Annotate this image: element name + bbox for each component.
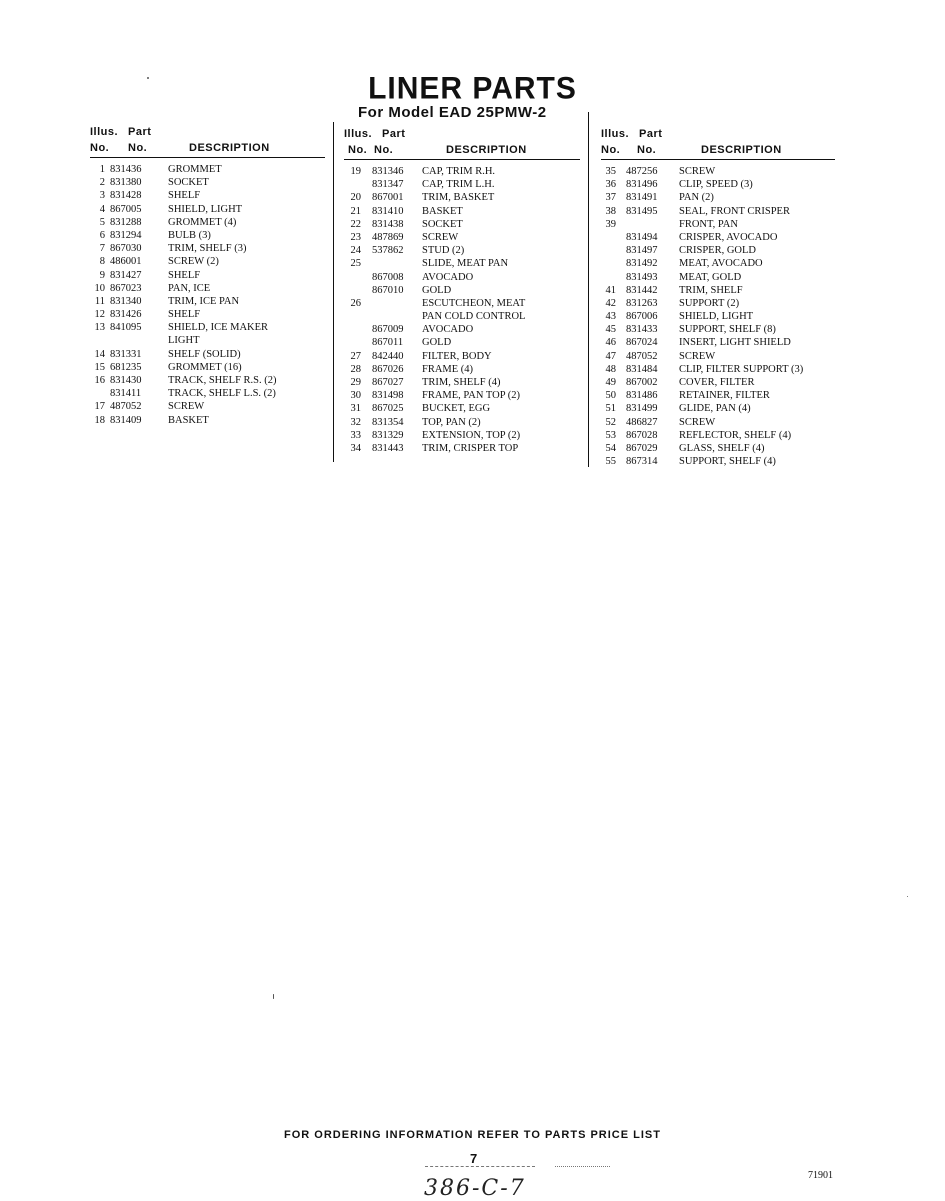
- part-description: SEAL, FRONT CRISPER: [679, 205, 790, 217]
- illus-number: 20: [350, 192, 361, 204]
- part-number: 867024: [626, 337, 658, 349]
- header-rule: [601, 159, 835, 160]
- illus-number: 10: [94, 282, 105, 294]
- part-number: 831491: [626, 192, 658, 204]
- part-description: REFLECTOR, SHELF (4): [679, 429, 792, 441]
- part-description: MEAT, GOLD: [679, 271, 742, 283]
- description-header: DESCRIPTION: [446, 144, 527, 156]
- illus-number: 8: [99, 256, 105, 268]
- part-row: [344, 336, 580, 349]
- part-number: 867002: [626, 377, 658, 388]
- illus-header: Illus.: [90, 126, 119, 138]
- illus-number: 42: [605, 297, 616, 309]
- part-description: SCREW: [679, 350, 716, 362]
- part-description: ESCUTCHEON, MEAT: [422, 297, 526, 309]
- part-row: [344, 244, 580, 257]
- illus-number: 43: [605, 311, 616, 323]
- part-row: [601, 244, 835, 257]
- part-description: PAN, ICE: [168, 282, 211, 294]
- part-description: SLIDE, MEAT PAN: [422, 258, 509, 270]
- illus-number: 16: [94, 375, 105, 386]
- part-row: [90, 269, 325, 282]
- illus-number: 53: [605, 429, 616, 441]
- parts-list: [601, 165, 835, 468]
- part-row: [601, 178, 835, 191]
- parts-column-3: [601, 124, 835, 468]
- part-description: SUPPORT, SHELF (8): [679, 324, 776, 336]
- column-divider: [588, 112, 589, 467]
- part-row: [344, 363, 580, 376]
- part-row: [344, 271, 580, 284]
- part-number: 831495: [626, 205, 658, 217]
- illus-number: 33: [350, 429, 361, 441]
- illus-number: 38: [605, 205, 616, 217]
- part-number: 831428: [110, 190, 142, 202]
- part-number: 867030: [110, 243, 142, 255]
- illus-number: 28: [350, 363, 361, 375]
- part-row: [344, 257, 580, 270]
- part-row: [90, 163, 325, 176]
- part-description: PAN COLD CONTROL: [422, 311, 526, 323]
- part-row: [344, 323, 580, 336]
- part-number: 831354: [372, 416, 404, 428]
- part-description: FRAME (4): [422, 363, 474, 375]
- illus-number: 2: [99, 177, 105, 189]
- illus-number: 47: [605, 350, 616, 362]
- part-number: 487052: [110, 401, 142, 413]
- page-title: LINER PARTS: [368, 71, 577, 106]
- column-divider: [333, 122, 334, 462]
- illus-number: 46: [605, 337, 616, 349]
- part-row: [344, 191, 580, 204]
- part-number: 867005: [110, 203, 142, 215]
- parts-list: [344, 165, 580, 455]
- parts-list: [90, 163, 325, 427]
- part-description: TRIM, SHELF: [679, 284, 743, 296]
- part-description: CRISPER, AVOCADO: [679, 231, 778, 243]
- illus-no-header: No.: [601, 144, 621, 156]
- illus-number: 34: [350, 442, 361, 454]
- part-row: [90, 176, 325, 189]
- header-rule: [344, 159, 580, 160]
- part-number: 487869: [372, 231, 404, 243]
- description-header: DESCRIPTION: [189, 142, 270, 154]
- illus-number: 31: [350, 403, 361, 415]
- part-description: TRACK, SHELF L.S. (2): [168, 388, 276, 400]
- part-number: 831410: [372, 205, 404, 217]
- part-description: BASKET: [168, 414, 209, 426]
- illus-number: 14: [94, 348, 105, 360]
- part-row: [344, 416, 580, 429]
- part-number: 537862: [372, 245, 404, 257]
- part-description: RETAINER, FILTER: [679, 390, 770, 402]
- illus-no-header: No.: [90, 142, 110, 154]
- illus-number: 39: [605, 218, 616, 230]
- part-number: 831346: [372, 166, 404, 177]
- illus-number: 15: [94, 361, 105, 373]
- part-number: 831427: [110, 269, 142, 281]
- part-row: [601, 191, 835, 204]
- page-number-rule: [425, 1166, 535, 1167]
- part-description: FILTER, BODY: [422, 350, 492, 362]
- part-description: SCREW: [168, 401, 205, 413]
- illus-number: 32: [350, 416, 361, 428]
- part-row: [601, 455, 835, 468]
- part-number: 831380: [110, 177, 142, 189]
- illus-number: 7: [99, 243, 105, 255]
- illus-number: 11: [94, 295, 105, 307]
- illus-number: 17: [94, 401, 105, 413]
- part-number: 867011: [372, 337, 404, 349]
- illus-number: 35: [605, 166, 616, 177]
- illus-number: 37: [605, 192, 616, 204]
- part-description: CLIP, SPEED (3): [679, 179, 753, 191]
- part-row: [601, 271, 835, 284]
- part-row: [344, 350, 580, 363]
- part-row: [90, 216, 325, 229]
- part-number: 867010: [372, 284, 404, 296]
- part-row: [344, 178, 580, 191]
- part-row: [601, 350, 835, 363]
- part-row: [90, 203, 325, 216]
- illus-number: 9: [99, 269, 105, 281]
- part-row: [90, 189, 325, 202]
- part-number: 867008: [372, 271, 404, 283]
- illus-number: 48: [605, 363, 616, 375]
- part-row: [601, 205, 835, 218]
- illus-number: 36: [605, 179, 616, 191]
- part-number: 831497: [626, 245, 658, 257]
- part-number: 831494: [626, 231, 658, 243]
- part-row: [601, 389, 835, 402]
- part-row: [90, 229, 325, 242]
- part-number: 831263: [626, 297, 658, 309]
- parts-column-1: [90, 122, 325, 427]
- document-number: 71901: [808, 1170, 833, 1181]
- part-number: 831430: [110, 375, 142, 386]
- illus-number: 52: [605, 416, 616, 428]
- part-description: SCREW: [679, 166, 716, 177]
- illus-number: 13: [94, 322, 105, 334]
- illus-number: 3: [99, 190, 105, 202]
- part-description: INSERT, LIGHT SHIELD: [679, 337, 791, 349]
- part-description: BULB (3): [168, 229, 211, 241]
- part-description: SCREW: [679, 416, 716, 428]
- part-number: 867006: [626, 311, 658, 323]
- part-number: 681235: [110, 361, 142, 373]
- part-description: AVOCADO: [422, 324, 474, 336]
- part-row: [90, 334, 325, 347]
- part-description: SHIELD, LIGHT: [168, 203, 243, 215]
- part-number: 486827: [626, 416, 658, 428]
- part-description: SHIELD, LIGHT: [679, 311, 754, 323]
- part-number: 831438: [372, 218, 404, 230]
- part-description: CRISPER, GOLD: [679, 245, 757, 257]
- column-header: [601, 124, 835, 160]
- part-description: BASKET: [422, 205, 463, 217]
- part-row: [344, 442, 580, 455]
- part-row: [344, 165, 580, 178]
- part-number: 831433: [626, 324, 658, 336]
- part-number: 867027: [372, 377, 404, 388]
- part-number: 831426: [110, 309, 142, 321]
- part-header: Part: [639, 128, 663, 140]
- part-description: FRAME, PAN TOP (2): [422, 390, 521, 402]
- part-description: SHIELD, ICE MAKER: [168, 322, 269, 334]
- part-description: SUPPORT, SHELF (4): [679, 456, 776, 468]
- part-row: [344, 297, 580, 310]
- column-header: [90, 122, 325, 158]
- part-number: 831288: [110, 216, 142, 228]
- description-header: DESCRIPTION: [701, 144, 782, 156]
- part-description: GOLD: [422, 284, 452, 296]
- illus-number: 50: [605, 390, 616, 402]
- part-number: 831499: [626, 403, 658, 415]
- part-no-header: No.: [128, 142, 148, 154]
- illus-number: 21: [350, 205, 361, 217]
- part-description: STUD (2): [422, 245, 465, 257]
- part-description: PAN (2): [679, 192, 714, 204]
- part-row: [601, 310, 835, 323]
- part-description: SCREW (2): [168, 256, 219, 268]
- part-row: [601, 323, 835, 336]
- part-description: SOCKET: [168, 177, 209, 189]
- part-description: MEAT, AVOCADO: [679, 258, 763, 270]
- illus-number: 29: [350, 377, 361, 388]
- part-row: [601, 416, 835, 429]
- part-description: SHELF: [168, 309, 201, 321]
- illus-number: 18: [94, 414, 105, 426]
- part-number: 831484: [626, 363, 658, 375]
- part-description: TOP, PAN (2): [422, 416, 481, 428]
- part-header: Part: [382, 128, 406, 140]
- part-description: GOLD: [422, 337, 452, 349]
- part-description: TRIM, BASKET: [422, 192, 495, 204]
- part-description: TRIM, SHELF (3): [168, 243, 247, 255]
- part-description: SCREW: [422, 231, 459, 243]
- part-row: [344, 402, 580, 415]
- column-header: [344, 124, 580, 160]
- scan-speck: [907, 896, 908, 897]
- parts-column-2: [344, 124, 580, 455]
- page-number-rule: [555, 1166, 610, 1167]
- illus-number: 27: [350, 350, 361, 362]
- part-number: 831340: [110, 295, 142, 307]
- part-number: 867009: [372, 324, 404, 336]
- part-row: [90, 255, 325, 268]
- part-row: [601, 336, 835, 349]
- part-number: 867029: [626, 442, 658, 454]
- part-row: [90, 400, 325, 413]
- illus-number: 4: [99, 203, 105, 215]
- part-description: TRIM, CRISPER TOP: [422, 442, 519, 454]
- illus-number: 55: [605, 456, 616, 468]
- part-description: SUPPORT (2): [679, 297, 740, 309]
- ordering-info-footer: FOR ORDERING INFORMATION REFER TO PARTS PRICE LIST: [284, 1129, 661, 1141]
- header-rule: [90, 157, 325, 158]
- part-row: [344, 284, 580, 297]
- part-header: Part: [128, 126, 152, 138]
- part-number: 867025: [372, 403, 404, 415]
- part-row: [90, 242, 325, 255]
- part-number: 831411: [110, 388, 142, 400]
- illus-number: 49: [605, 377, 616, 388]
- part-row: [90, 387, 325, 400]
- part-number: 842440: [372, 350, 404, 362]
- part-row: [601, 284, 835, 297]
- part-number: 831486: [626, 390, 658, 402]
- part-number: 831492: [626, 258, 658, 270]
- part-description: SHELF: [168, 190, 201, 202]
- part-description: TRIM, SHELF (4): [422, 377, 501, 388]
- part-row: [90, 348, 325, 361]
- part-row: [601, 257, 835, 270]
- part-row: [90, 361, 325, 374]
- part-number: 831498: [372, 390, 404, 402]
- part-row: [90, 282, 325, 295]
- illus-number: 45: [605, 324, 616, 336]
- part-row: [344, 389, 580, 402]
- illus-number: 25: [350, 258, 361, 270]
- part-number: 831294: [110, 229, 142, 241]
- illus-number: 5: [99, 216, 105, 228]
- page-number: 7: [470, 1151, 478, 1166]
- illus-header: Illus.: [601, 128, 630, 140]
- part-row: [90, 414, 325, 427]
- illus-number: 54: [605, 442, 616, 454]
- part-row: [601, 231, 835, 244]
- part-description: SHELF (SOLID): [168, 348, 241, 360]
- illus-number: 41: [605, 284, 616, 296]
- part-number: 831493: [626, 271, 658, 283]
- illus-header: Illus.: [344, 128, 373, 140]
- illus-number: 12: [94, 309, 105, 321]
- part-description: AVOCADO: [422, 271, 474, 283]
- part-no-header: No.: [374, 144, 394, 156]
- part-description: FRONT, PAN: [679, 218, 738, 230]
- illus-no-header: No.: [348, 144, 368, 156]
- part-row: [344, 376, 580, 389]
- part-number: 867028: [626, 429, 658, 441]
- part-description: CLIP, FILTER SUPPORT (3): [679, 363, 804, 375]
- part-row: [601, 297, 835, 310]
- part-number: 831436: [110, 164, 142, 175]
- part-description: BUCKET, EGG: [422, 403, 491, 415]
- illus-number: 23: [350, 231, 361, 243]
- part-number: 867314: [626, 456, 658, 468]
- part-number: 487052: [626, 350, 658, 362]
- part-description: GROMMET: [168, 164, 222, 175]
- part-row: [601, 376, 835, 389]
- part-row: [601, 429, 835, 442]
- part-number: 831443: [372, 442, 404, 454]
- part-row: [90, 308, 325, 321]
- part-number: 831496: [626, 179, 658, 191]
- part-number: 486001: [110, 256, 142, 268]
- part-number: 831331: [110, 348, 142, 360]
- part-number: 831442: [626, 284, 658, 296]
- part-row: [344, 205, 580, 218]
- illus-number: 26: [350, 297, 361, 309]
- part-row: [90, 374, 325, 387]
- part-row: [344, 429, 580, 442]
- part-description: COVER, FILTER: [679, 377, 755, 388]
- part-description: GLASS, SHELF (4): [679, 442, 765, 454]
- part-number: 831347: [372, 179, 404, 191]
- scan-speck: [273, 994, 274, 999]
- part-row: [601, 165, 835, 178]
- illus-number: 6: [99, 229, 105, 241]
- part-description: GROMMET (16): [168, 361, 242, 373]
- illus-number: 1: [99, 164, 105, 175]
- part-description: CAP, TRIM R.H.: [422, 166, 496, 177]
- illus-number: 19: [350, 166, 361, 177]
- part-description: CAP, TRIM L.H.: [422, 179, 495, 191]
- illus-number: 30: [350, 390, 361, 402]
- part-description: LIGHT: [168, 335, 200, 347]
- part-number: 867001: [372, 192, 404, 204]
- part-row: [344, 218, 580, 231]
- illus-number: 24: [350, 245, 361, 257]
- part-row: [601, 363, 835, 376]
- scan-speck: [147, 77, 149, 79]
- part-number: 487256: [626, 166, 658, 177]
- part-row: [344, 310, 580, 323]
- illus-number: 22: [350, 218, 361, 230]
- part-no-header: No.: [637, 144, 657, 156]
- part-row: [601, 402, 835, 415]
- part-number: 831409: [110, 414, 142, 426]
- part-number: 867023: [110, 282, 142, 294]
- part-row: [90, 295, 325, 308]
- part-number: 841095: [110, 322, 142, 334]
- part-number: 831329: [372, 429, 404, 441]
- model-subtitle: For Model EAD 25PMW-2: [358, 104, 547, 121]
- part-row: [344, 231, 580, 244]
- part-description: GLIDE, PAN (4): [679, 403, 751, 415]
- part-description: SHELF: [168, 269, 201, 281]
- part-row: [601, 218, 835, 231]
- part-description: TRIM, ICE PAN: [168, 295, 240, 307]
- illus-number: 51: [605, 403, 616, 415]
- part-description: SOCKET: [422, 218, 463, 230]
- part-row: [601, 442, 835, 455]
- part-description: GROMMET (4): [168, 216, 237, 228]
- handwritten-note: 386-C-7: [424, 1176, 526, 1201]
- part-description: EXTENSION, TOP (2): [422, 429, 521, 441]
- part-row: [90, 321, 325, 334]
- part-description: TRACK, SHELF R.S. (2): [168, 375, 277, 386]
- part-number: 867026: [372, 363, 404, 375]
